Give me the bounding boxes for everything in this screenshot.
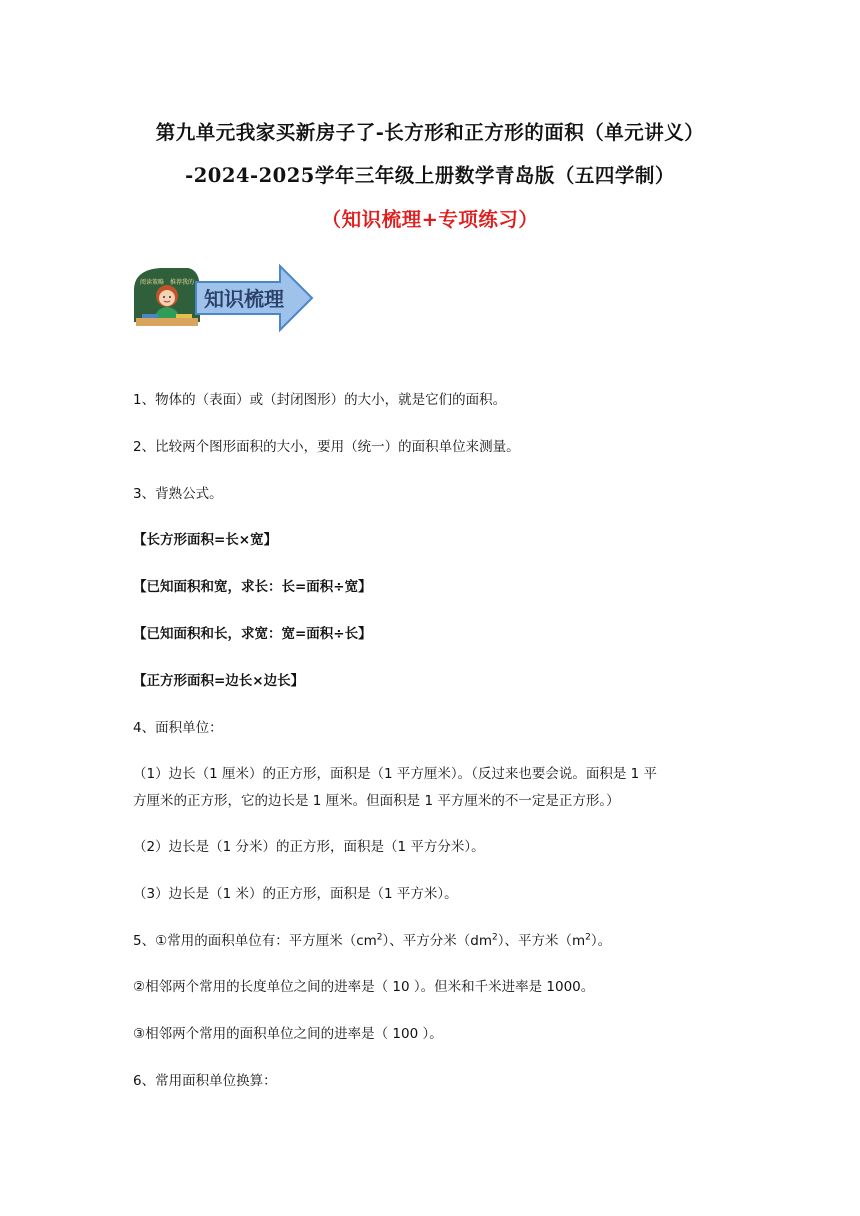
document-title-line1: 第九单元我家买新房子了-长方形和正方形的面积（单元讲义） xyxy=(155,121,705,144)
item-4: 4、面积单位： xyxy=(133,720,223,736)
banner-label: 知识梳理 xyxy=(204,287,284,311)
svg-text:阅读策略: 阅读策略 xyxy=(140,279,165,286)
item-5-area-rate: ③相邻两个常用的面积单位之间的进率是（ 100 ）。 xyxy=(133,1026,443,1042)
item-5-length-rate: ②相邻两个常用的长度单位之间的进率是（ 10 ）。但米和千米进率是 1000。 xyxy=(133,979,595,995)
document-title-line2: -2024-2025学年三年级上册数学青岛版（五四学制） xyxy=(185,164,675,187)
item-4-sub1-line1: （1）边长（1 厘米）的正方形，面积是（1 平方厘米）。（反过来也要会说。面积是 1 平 xyxy=(133,766,658,782)
teacher-illustration xyxy=(130,262,320,334)
document-subtitle: （知识梳理+专项练习） xyxy=(321,208,539,231)
item-1: 1、物体的（表面）或（封闭图形）的大小，就是它们的面积。 xyxy=(133,392,507,408)
knowledge-banner xyxy=(130,262,320,334)
formula-square-area: 【正方形面积=边长×边长】 xyxy=(133,673,305,689)
item-6: 6、常用面积单位换算： xyxy=(133,1073,277,1089)
item-4-sub1-line2: 方厘米的正方形，它的边长是 1 厘米。但面积是 1 平方厘米的不一定是正方形。） xyxy=(133,793,620,809)
item-5-units: 5、①常用的面积单位有：平方厘米$(cm^2)$、平方分米$(dm^2)$、平方米$(m^2)$。 xyxy=(133,932,612,949)
formula-find-length: 【已知面积和宽，求长：长=面积÷宽】 xyxy=(133,579,372,595)
formula-find-width: 【已知面积和长，求宽：宽=面积÷长】 xyxy=(133,626,372,642)
item-3: 3、背熟公式。 xyxy=(133,486,223,502)
item-4-sub3: （3）边长是（1 米）的正方形，面积是（1 平方米）。 xyxy=(133,886,458,902)
formula-rect-area: 【长方形面积=长×宽】 xyxy=(133,532,278,548)
item-4-sub2: （2）边长是（1 分米）的正方形，面积是（1 平方分米）。 xyxy=(133,839,485,855)
svg-text:推荐我的: 推荐我的 xyxy=(170,279,195,286)
item-2: 2、比较两个图形面积的大小，要用（统一）的面积单位来测量。 xyxy=(133,439,520,455)
